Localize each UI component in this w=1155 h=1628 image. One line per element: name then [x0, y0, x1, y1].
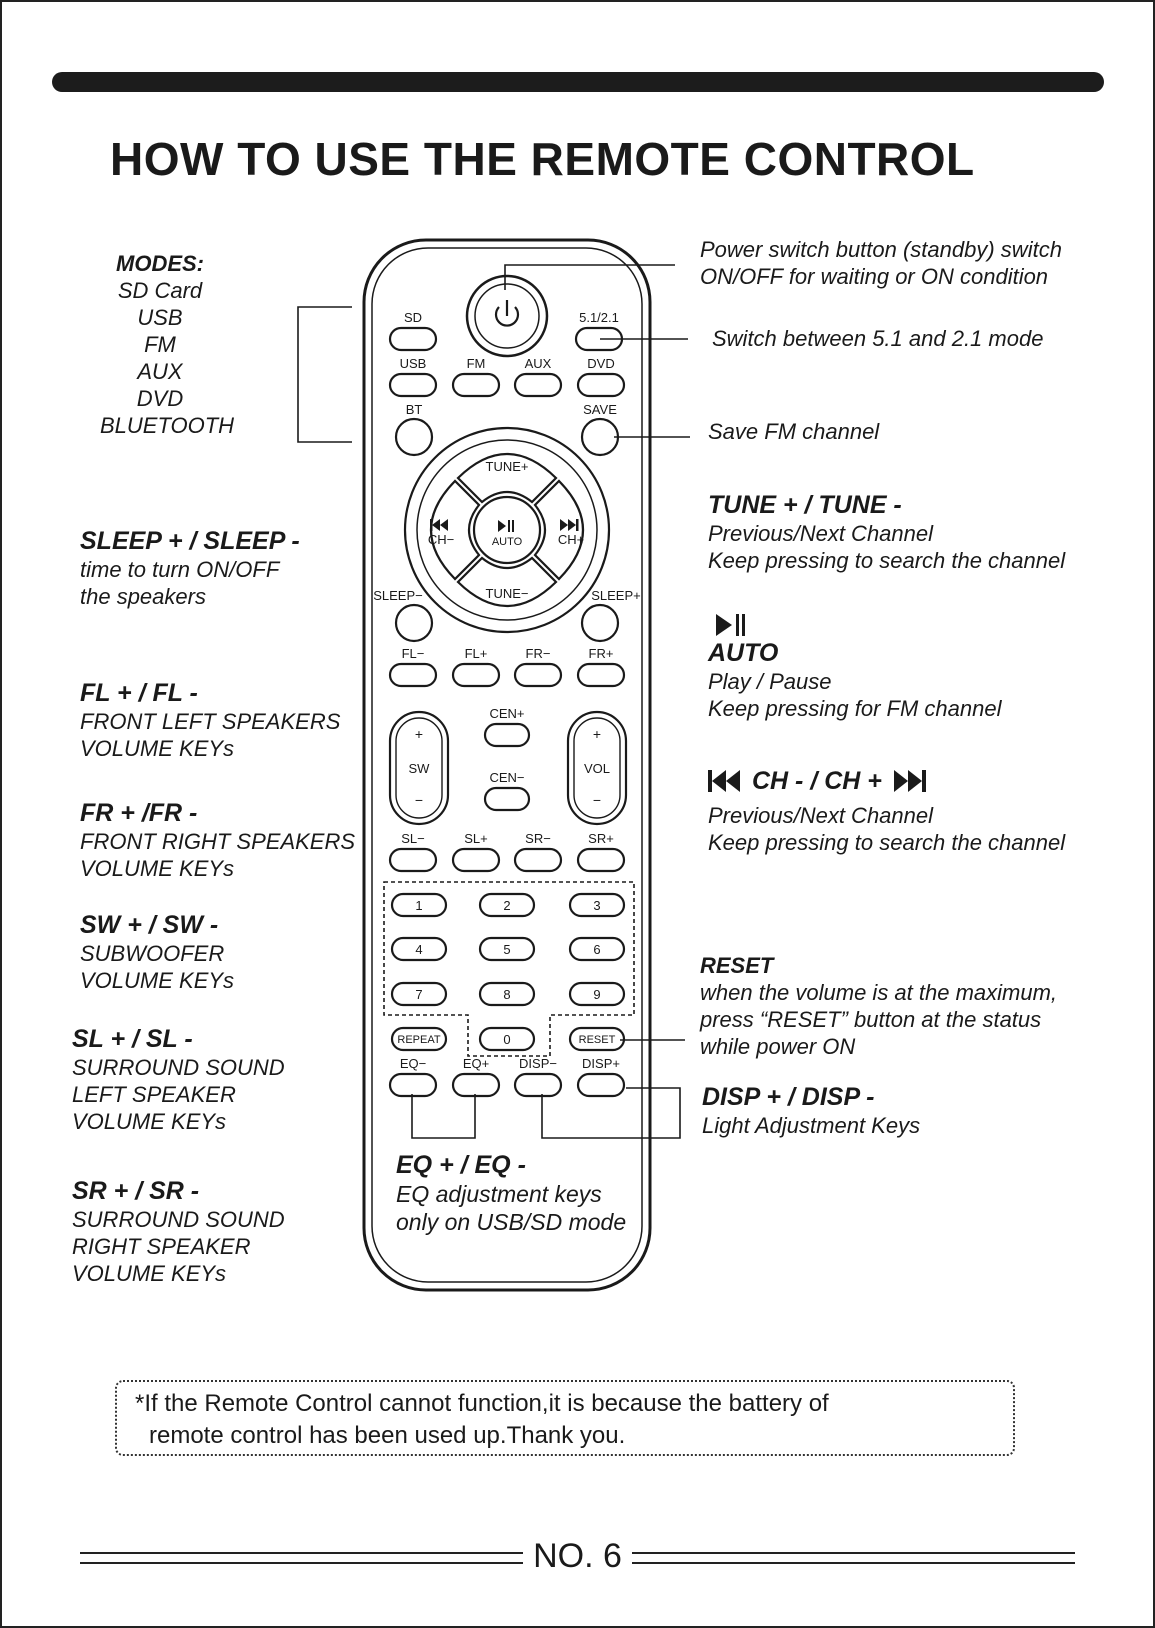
fl-line-2: VOLUME KEYs — [80, 736, 235, 761]
mode51-label: Switch between 5.1 and 2.1 mode — [712, 326, 1044, 351]
digit-6-label: 6 — [593, 942, 601, 957]
eq-minus-label: EQ− — [399, 1056, 427, 1071]
sl-line-3: VOLUME KEYs — [72, 1109, 227, 1134]
ch-line-2: Keep pressing to search the channel — [708, 830, 1066, 855]
sr-heading: SR + / SR - — [72, 1177, 200, 1205]
dpad-icons — [430, 519, 579, 532]
save-button-label: SAVE — [583, 402, 617, 417]
mode-fm: FM — [144, 332, 176, 357]
sl-line-2: LEFT SPEAKER — [72, 1082, 236, 1107]
ch-minus-label: CH− — [427, 532, 455, 547]
leader-lines — [298, 265, 690, 1138]
fl-heading: FL + / FL - — [80, 679, 198, 707]
reset-line-2: press “RESET” button at the status — [700, 1007, 1042, 1032]
power-line-2: ON/OFF for waiting or ON condition — [700, 264, 1049, 289]
tune-heading: TUNE + / TUNE - — [708, 491, 902, 519]
eq-plus-button[interactable] — [453, 1074, 499, 1096]
sr-line-3: VOLUME KEYs — [72, 1261, 227, 1286]
vol-label-text: VOL — [583, 761, 611, 776]
sleep-plus-label: SLEEP+ — [591, 588, 641, 603]
ch-plus-button[interactable] — [535, 481, 583, 579]
sr-line-1: SURROUND SOUND — [72, 1207, 285, 1232]
reset-line-1: when the volume is at the maximum, — [700, 980, 1058, 1005]
fr-plus-button[interactable] — [578, 664, 624, 686]
usb-button[interactable] — [390, 374, 436, 396]
sleep-line-2: the speakers — [80, 584, 206, 609]
dvd-button[interactable] — [578, 374, 624, 396]
digit-1-label: 1 — [415, 898, 423, 913]
mode-aux: AUX — [137, 359, 183, 384]
sw-heading: SW + / SW - — [80, 911, 219, 939]
page-number: NO. 6 — [523, 1537, 632, 1575]
cen-minus-label: CEN− — [489, 770, 525, 785]
aux-button-label: AUX — [524, 356, 552, 371]
fr-plus-label: FR+ — [588, 646, 614, 661]
ch-plus-label: CH+ — [557, 532, 585, 547]
sr-plus-label: SR+ — [588, 831, 614, 846]
sl-heading: SL + / SL - — [72, 1025, 193, 1053]
eq-plus-label: EQ+ — [462, 1056, 490, 1071]
sr-minus-button[interactable] — [515, 849, 561, 871]
sr-line-2: RIGHT SPEAKER — [72, 1234, 251, 1259]
note-line-1: *If the Remote Control cannot function,it is because the battery of — [135, 1390, 829, 1417]
mode-usb: USB — [137, 305, 183, 330]
disp-minus-label: DISP− — [519, 1056, 557, 1071]
sl-plus-button[interactable] — [453, 849, 499, 871]
play-pause-small-icon — [498, 520, 514, 532]
eq-line-1: EQ adjustment keys — [396, 1181, 602, 1207]
fr-minus-button[interactable] — [515, 664, 561, 686]
sleep-plus-button[interactable] — [582, 605, 618, 641]
digit-7-label: 7 — [415, 987, 423, 1002]
sl-plus-label: SL+ — [464, 831, 488, 846]
note-line-2: remote control has been used up.Thank you. — [149, 1422, 626, 1449]
sl-minus-button[interactable] — [390, 849, 436, 871]
sl-line-1: SURROUND SOUND — [72, 1055, 285, 1080]
eq-bracket — [412, 1094, 475, 1138]
eq-minus-button[interactable] — [390, 1074, 436, 1096]
fr-heading: FR + /FR - — [80, 799, 198, 827]
sd-button[interactable] — [390, 328, 436, 350]
fr-minus-label: FR− — [525, 646, 551, 661]
digit-3-label: 3 — [593, 898, 601, 913]
sleep-line-1: time to turn ON/OFF — [80, 557, 280, 582]
auto-label-text: AUTO — [491, 536, 523, 548]
cen-plus-label: CEN+ — [489, 706, 525, 721]
auto-button[interactable] — [474, 497, 540, 563]
sleep-minus-label: SLEEP− — [373, 588, 423, 603]
fl-minus-button[interactable] — [390, 664, 436, 686]
fm-button[interactable] — [453, 374, 499, 396]
digit-0-label: 0 — [503, 1032, 511, 1047]
sw-label-text: SW — [408, 761, 430, 776]
mode-51-button-label: 5.1/2.1 — [579, 310, 619, 325]
reset-heading: RESET — [700, 953, 774, 978]
ch-line-1: Previous/Next Channel — [708, 803, 934, 828]
fr-line-2: VOLUME KEYs — [80, 856, 235, 881]
tune-line-2: Keep pressing to search the channel — [708, 548, 1066, 573]
tune-minus-label: TUNE− — [485, 586, 529, 601]
cen-plus-button[interactable] — [485, 724, 529, 746]
tune-plus-label: TUNE+ — [485, 459, 529, 474]
page-footer — [80, 1536, 1075, 1576]
modes-bracket — [298, 307, 352, 442]
next-small-icon — [560, 519, 579, 531]
disp-heading: DISP + / DISP - — [702, 1083, 875, 1111]
power-line-1: Power switch button (standby) switch — [700, 237, 1062, 262]
mode-dvd: DVD — [136, 386, 184, 411]
bt-button[interactable] — [396, 419, 432, 455]
page-title: HOW TO USE THE REMOTE CONTROL — [110, 133, 975, 185]
cen-minus-button[interactable] — [485, 788, 529, 810]
battery-note — [115, 1380, 1015, 1456]
vol-plus-label: + — [592, 726, 602, 742]
sw-line-1: SUBWOOFER — [80, 941, 225, 966]
sl-minus-label: SL− — [401, 831, 425, 846]
power-icon — [496, 300, 518, 326]
sw-line-2: VOLUME KEYs — [80, 968, 235, 993]
auto-heading: AUTO — [708, 639, 779, 667]
disp-line-1: Light Adjustment Keys — [702, 1113, 921, 1138]
sleep-heading: SLEEP + / SLEEP - — [80, 527, 300, 555]
mode-bluetooth: BLUETOOTH — [100, 413, 235, 438]
tune-line-1: Previous/Next Channel — [708, 521, 934, 546]
digit-9-label: 9 — [593, 987, 601, 1002]
fl-plus-button[interactable] — [453, 664, 499, 686]
page-number-wrap — [80, 1536, 1075, 1576]
disp-plus-label: DISP+ — [582, 1056, 620, 1071]
disp-minus-button[interactable] — [515, 1074, 561, 1096]
modes-heading: MODES: — [116, 251, 204, 276]
dvd-button-label: DVD — [587, 356, 615, 371]
fr-line-1: FRONT RIGHT SPEAKERS — [80, 829, 356, 854]
sd-button-label: SD — [403, 310, 423, 325]
auto-line-1: Play / Pause — [708, 669, 832, 694]
aux-button[interactable] — [515, 374, 561, 396]
digit-2-label: 2 — [503, 898, 511, 913]
sw-minus-label: − — [414, 792, 424, 808]
fm-button-label: FM — [466, 356, 486, 371]
fl-line-1: FRONT LEFT SPEAKERS — [80, 709, 341, 734]
vol-minus-label: − — [592, 792, 602, 808]
auto-line-2: Keep pressing for FM channel — [708, 696, 1002, 721]
bt-button-label: BT — [405, 402, 423, 417]
eq-heading: EQ + / EQ - — [396, 1151, 526, 1179]
sw-plus-label: + — [414, 726, 424, 742]
save-button[interactable] — [582, 419, 618, 455]
save-label: Save FM channel — [708, 419, 880, 444]
reset-label: RESET — [578, 1034, 616, 1046]
sr-minus-label: SR− — [525, 831, 551, 846]
digit-5-label: 5 — [503, 942, 511, 957]
ch-minus-button[interactable] — [431, 481, 479, 579]
fl-plus-label: FL+ — [464, 646, 488, 661]
repeat-label: REPEAT — [397, 1034, 441, 1046]
eq-line-2: only on USB/SD mode — [396, 1209, 627, 1235]
sleep-minus-button[interactable] — [396, 605, 432, 641]
reset-line-3: while power ON — [700, 1034, 856, 1059]
fl-minus-label: FL− — [401, 646, 425, 661]
sr-plus-button[interactable] — [578, 849, 624, 871]
digit-4-label: 4 — [415, 942, 423, 957]
mode-sd-card: SD Card — [117, 278, 203, 303]
disp-plus-button[interactable] — [578, 1074, 624, 1096]
ch-heading: CH - / CH + — [752, 767, 882, 795]
usb-button-label: USB — [399, 356, 427, 371]
digit-8-label: 8 — [503, 987, 511, 1002]
